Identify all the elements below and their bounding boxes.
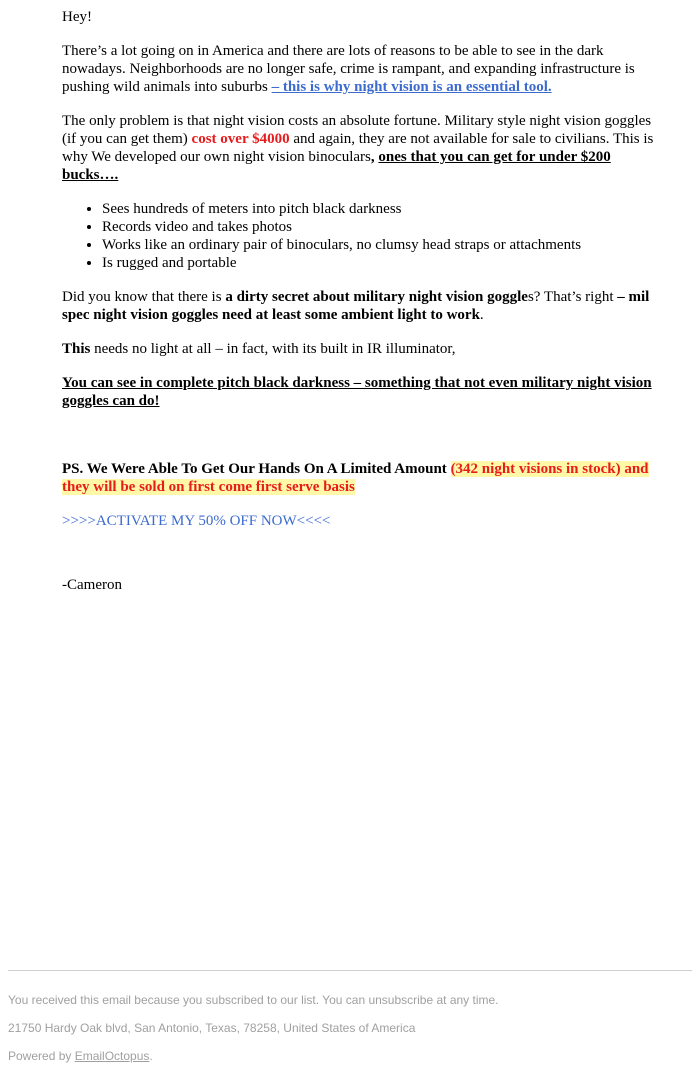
powered-by (8, 1047, 153, 1065)
stock-highlight: (342 night visions in stock) and they will be sold on first come first serve basis (62, 461, 649, 495)
subscription-notice: You received this email because you subscribed to our list. You can unsubscribe at any time. (8, 993, 499, 1007)
secret-text-start: Did you know that there is (62, 289, 226, 305)
email-footer (8, 970, 692, 1063)
ps-bold: PS. We Were Able To Get Our Hands On A Limited Amount (62, 461, 451, 477)
mil-spec-bold: – mil spec night vision goggles need at least some ambient light to work (62, 289, 650, 323)
darkness-claim: You can see in complete pitch black darkness – something that not even military night vision goggles can do! (62, 375, 652, 409)
list-item: • Is rugged and portable (102, 254, 662, 272)
company-address: 21750 Hardy Oak blvd, San Antonio, Texas, 78258, United States of America (8, 1021, 416, 1035)
greeting: Hey! (62, 9, 92, 25)
activate-discount-link[interactable]: >>>>ACTIVATE MY 50% OFF NOW<<<< (62, 513, 331, 529)
list-item: • Sees hundreds of meters into pitch black darkness (102, 200, 662, 218)
feature-list (62, 200, 662, 272)
cta-paragraph (62, 512, 662, 530)
price-offer-text: ones that you can get for under $200 bucks…. (62, 149, 611, 183)
spacer (62, 426, 662, 460)
secret-paragraph (62, 288, 662, 324)
essential-tool-link[interactable]: – this is why night vision is an essential tool. (271, 79, 552, 95)
this-bold: This (62, 341, 91, 357)
secret-bold: a dirty secret about military night vision goggle (225, 289, 528, 305)
email-body (62, 8, 662, 610)
comma-separator: , (370, 149, 379, 165)
problem-text-start: The only problem is that night vision costs an absolute fortune. Military style night vision goggles (if you can get them) (62, 113, 652, 147)
powered-by-end: . (149, 1049, 153, 1063)
ps-paragraph (62, 460, 662, 496)
powered-by-text: Powered by (8, 1049, 75, 1063)
spacer (62, 546, 662, 576)
intro-paragraph (62, 42, 662, 96)
no-light-paragraph (62, 340, 662, 358)
intro-text: There’s a lot going on in America and there are lots of reasons to be able to see in the dark nowadays. Neighborhoods are no longer safe, crime is rampant, and expanding infrastructure is pushing wild animals into suburbs (62, 43, 635, 95)
price-highlight: cost over $4000 (191, 131, 290, 147)
secret-text-mid: s? That’s right (527, 289, 618, 305)
no-light-text: needs no light at all – in fact, with its built in IR illuminator, (90, 341, 456, 357)
list-item: • Records video and takes photos (102, 218, 662, 236)
problem-text-middle: and again, they are not available for sale to civilians. This is why We developed our own night vision binoculars (62, 131, 654, 165)
signature: -Cameron (62, 577, 122, 593)
problem-paragraph (62, 112, 662, 184)
secret-text-end: . (479, 307, 484, 323)
list-item: • Works like an ordinary pair of binoculars, no clumsy head straps or attachments (102, 236, 662, 254)
emailoctopus-link[interactable]: EmailOctopus (74, 1049, 150, 1063)
